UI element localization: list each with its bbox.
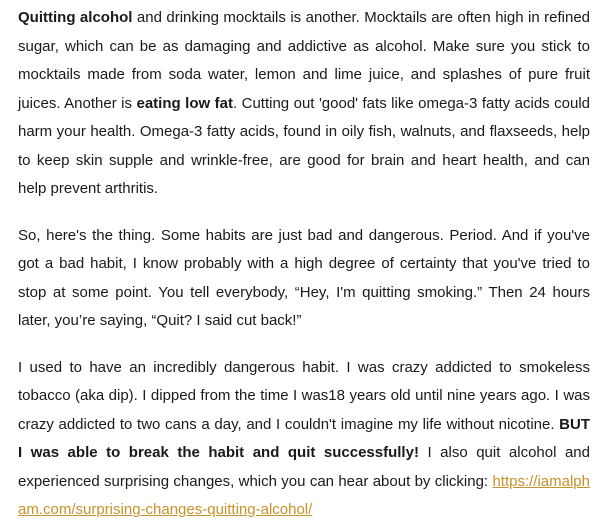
paragraph-mocktails	[18, 4, 590, 204]
article-link[interactable]: https://iamalpham.com/surprising-changes-quitting-alcohol/	[18, 472, 590, 518]
paragraph-bad-habits	[18, 222, 590, 336]
bold-eating-low-fat: eating low fat	[136, 94, 233, 112]
paragraph-personal-story	[18, 354, 590, 525]
bold-quitting-alcohol: Quitting alcohol	[18, 9, 133, 26]
paragraph-text: I also quit alcohol and experienced surprising changes, which you can hear about by clicking:	[18, 444, 590, 490]
paragraph-text: I used to have an incredibly dangerous habit. I was crazy addicted to smokeless tobacco (aka dip). I dipped from the time I was18 years old until nine years ago. I was crazy addicted to two cans a day, and I couldn't imagine my life without nicotine.	[18, 358, 590, 433]
bold-break-the-habit: BUT I was able to break the habit and quit successfully!	[18, 415, 590, 461]
paragraph-text: . Cutting out 'good' fats like omega-3 fatty acids could harm your health. Omega-3 fatty acids, found in oily fish, walnuts, and flaxseeds, help to keep skin supple and wrinkle-free, are good for brain and heart health, and can help prevent arthritis.	[18, 94, 591, 197]
paragraph-text: So, here's the thing. Some habits are just bad and dangerous. Period. And if you've got a bad habit, I know probably with a high degree of certainty that you've tried to stop at some point. You tell everybody, “Hey, I'm quitting smoking.” Then 24 hours later, you’re saying, “Quit? I said cut back!”	[18, 226, 590, 329]
paragraph-text: and drinking mocktails is another. Mocktails are often high in refined sugar, which can be as damaging and addictive as alcohol. Make sure you stick to mocktails made from soda water, lemon and lime juice, and splashes of pure fruit juices. Another is	[18, 9, 590, 112]
